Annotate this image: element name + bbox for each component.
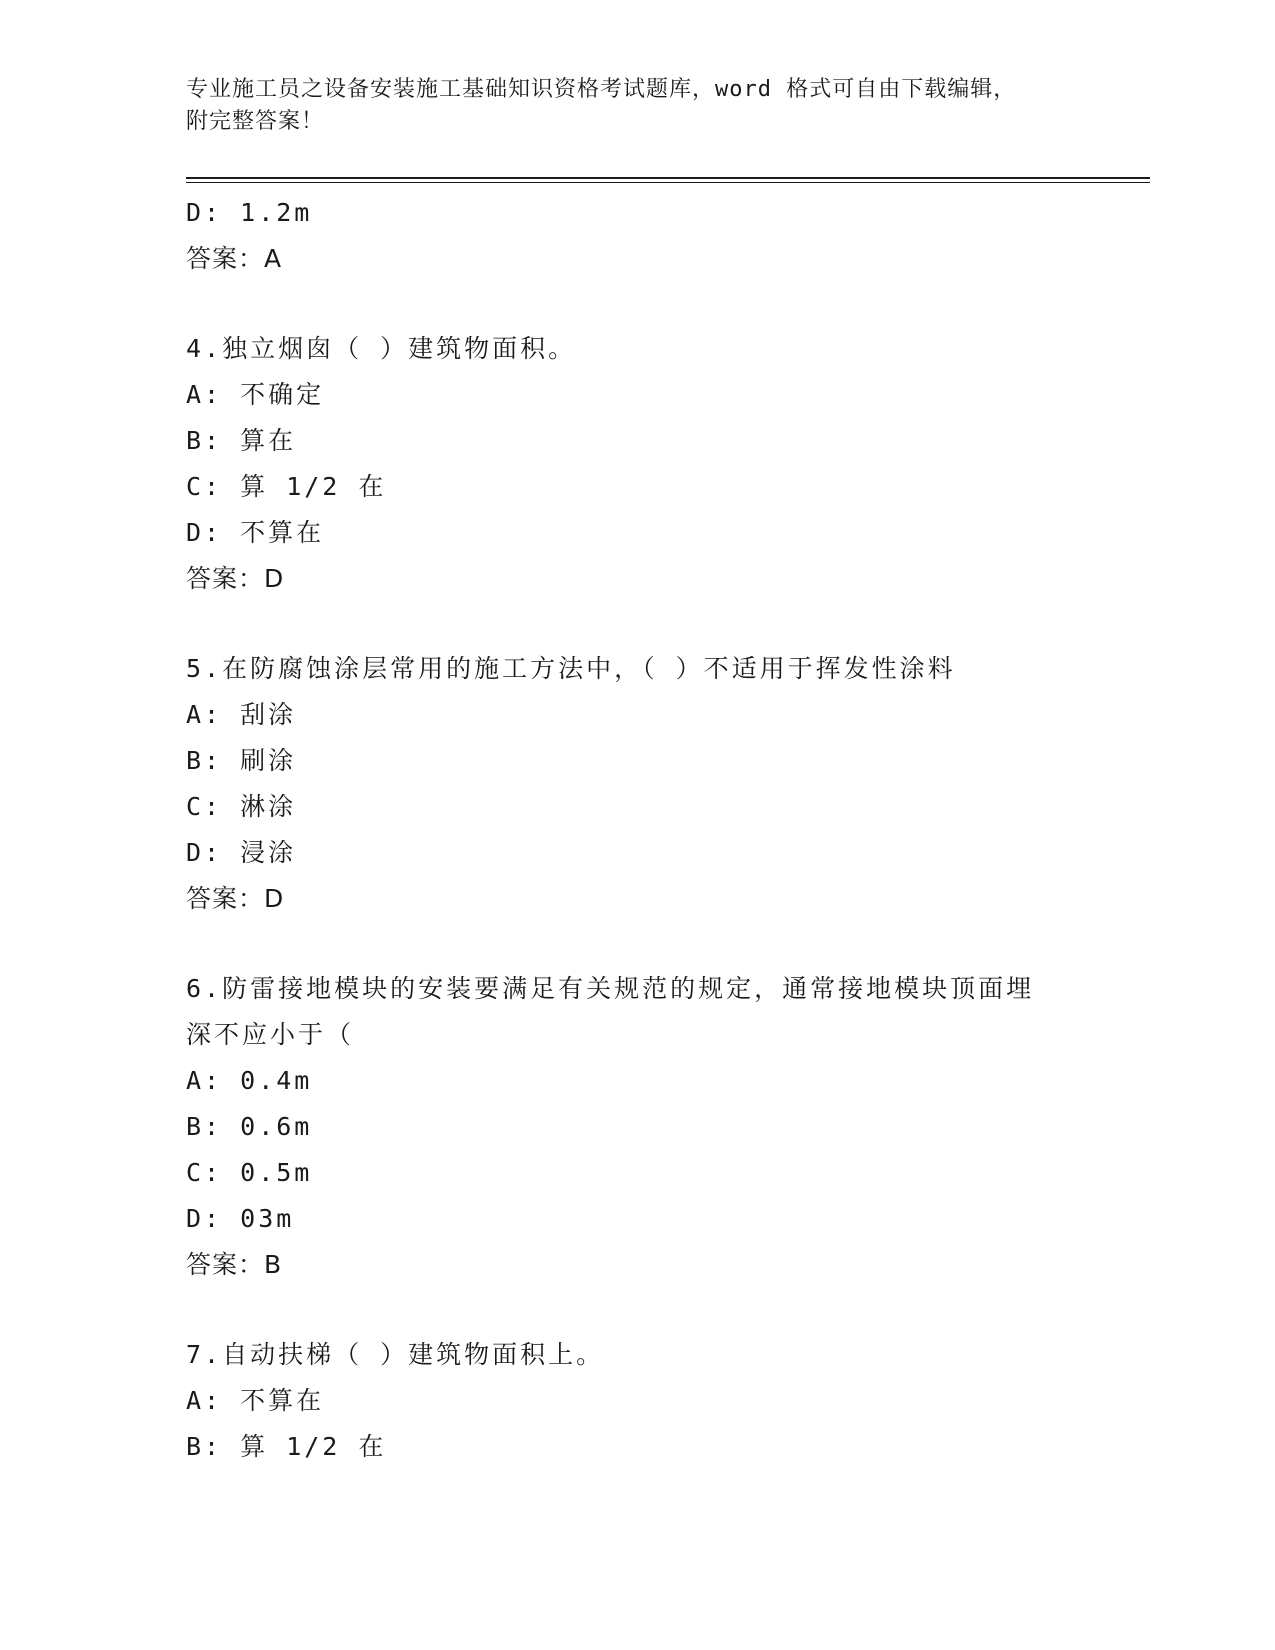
spacer	[186, 1288, 1086, 1332]
option-a: A: 0.4m	[186, 1066, 313, 1095]
question-stem: 7.自动扶梯（ ）建筑物面积上。	[186, 1340, 605, 1369]
question-stem-line-2: 深不应小于（	[186, 1020, 355, 1049]
option-c: C: 算 1/2 在	[186, 472, 387, 501]
option-d: D: 不算在	[186, 518, 325, 547]
option-b: B: 算 1/2 在	[186, 1432, 387, 1461]
question-stem: 5.在防腐蚀涂层常用的施工方法中，（ ）不适用于挥发性涂料	[186, 654, 956, 683]
answer-line: 答案：A	[186, 244, 283, 273]
option-d: D: 03m	[186, 1204, 295, 1233]
header-line-1: 专业施工员之设备安装施工基础知识资格考试题库，word 格式可自由下载编辑，	[186, 77, 1017, 102]
option-a: A: 不确定	[186, 380, 325, 409]
header-line-2: 附完整答案！	[186, 109, 325, 134]
answer-line: 答案：D	[186, 884, 285, 913]
option-c: C: 淋涂	[186, 792, 297, 821]
option-d: D: 浸涂	[186, 838, 297, 867]
option-c: C: 0.5m	[186, 1158, 313, 1187]
option-d: D: 1.2m	[186, 198, 313, 227]
option-b: B: 0.6m	[186, 1112, 313, 1141]
header-divider-thick	[186, 177, 1150, 179]
question-list	[186, 190, 1086, 1470]
option-a: A: 刮涂	[186, 700, 297, 729]
question-stem-line-1: 6.防雷接地模块的安装要满足有关规范的规定，通常接地模块顶面埋	[186, 974, 1035, 1003]
spacer	[186, 282, 1086, 326]
option-b: B: 算在	[186, 426, 297, 455]
spacer	[186, 922, 1086, 966]
document-header	[186, 74, 1066, 138]
question-stem: 4.独立烟囱（ ）建筑物面积。	[186, 334, 577, 363]
header-divider-thin	[186, 182, 1150, 183]
spacer	[186, 602, 1086, 646]
answer-line: 答案：D	[186, 564, 285, 593]
option-a: A: 不算在	[186, 1386, 325, 1415]
option-b: B: 刷涂	[186, 746, 297, 775]
answer-line: 答案：B	[186, 1250, 283, 1279]
